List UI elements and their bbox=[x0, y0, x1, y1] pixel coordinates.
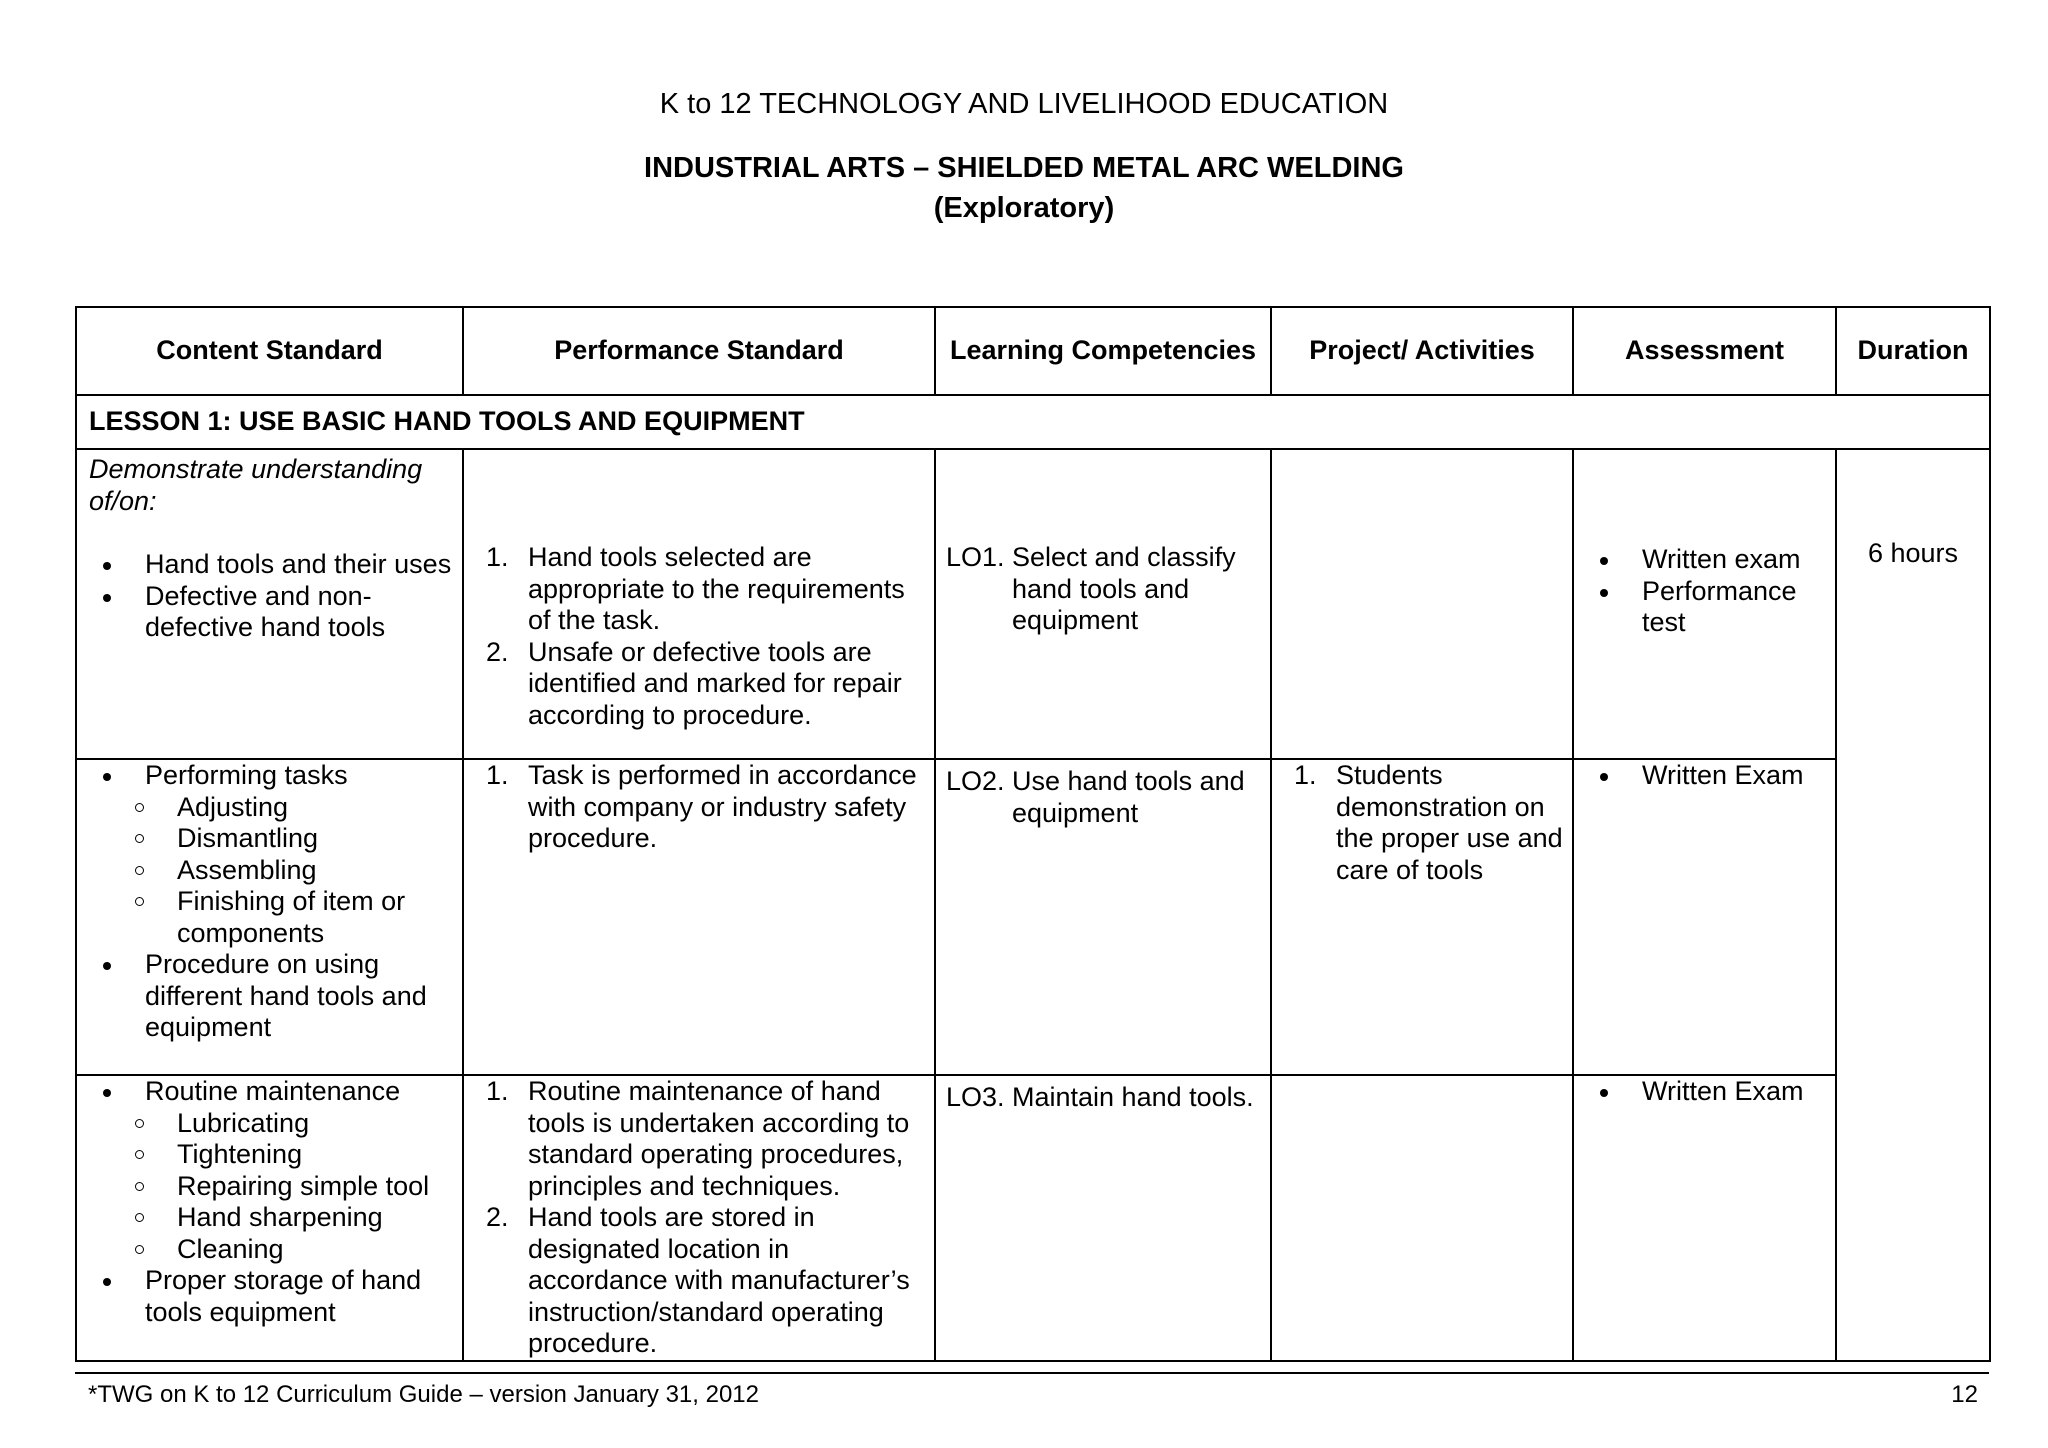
competency-item bbox=[936, 1076, 1270, 1114]
list-item: 1. Task is performed in accordance with company or industry safety procedure. bbox=[486, 760, 917, 853]
list-item: Hand tools and their uses bbox=[77, 549, 462, 581]
sub-list-item: Hand sharpening bbox=[133, 1202, 462, 1234]
list-item: Written exam bbox=[1574, 544, 1835, 576]
list-item: 1. Students demonstration on the proper use and care of tools bbox=[1294, 760, 1563, 885]
sub-list-item: Adjusting bbox=[133, 792, 462, 824]
performance-standard-cell bbox=[463, 1075, 935, 1361]
sub-list-item: Lubricating bbox=[133, 1108, 462, 1140]
sub-list-item: Repairing simple tool bbox=[133, 1171, 462, 1203]
competency-code: LO2. bbox=[946, 766, 1005, 796]
performance-standard-cell bbox=[463, 759, 935, 1075]
document-title: INDUSTRIAL ARTS – SHIELDED METAL ARC WELDING bbox=[644, 152, 1404, 184]
list-item: 2. Hand tools are stored in designated location in accordance with manufacturer’s instruction/standard operating procedure. bbox=[486, 1202, 910, 1358]
performance-list bbox=[464, 760, 934, 855]
learning-competency-cell bbox=[935, 1075, 1271, 1361]
assessment-list bbox=[1574, 760, 1835, 792]
competency-code: LO1. bbox=[946, 542, 1005, 572]
content-intro: Demonstrate understanding of/on: bbox=[89, 454, 423, 516]
sub-list-item: Cleaning bbox=[133, 1234, 462, 1266]
document-subtitle: (Exploratory) bbox=[933, 192, 1115, 224]
sub-list-item: Finishing of item or components bbox=[133, 886, 462, 949]
column-header-learning-competencies: Learning Competencies bbox=[935, 307, 1271, 395]
page-number: 12 bbox=[1951, 1381, 1978, 1408]
performance-standard-cell bbox=[463, 449, 935, 759]
duration-cell: 6 hours bbox=[1836, 449, 1990, 1361]
lesson-title: LESSON 1: USE BASIC HAND TOOLS AND EQUIPMENT bbox=[76, 395, 1990, 449]
assessment-list bbox=[1574, 450, 1835, 639]
activities-list bbox=[1272, 760, 1572, 886]
list-item: Routine maintenance Lubricating Tightening Repairing simple tool Hand sharpening Cleaning bbox=[77, 1076, 462, 1265]
list-item: 1. Hand tools selected are appropriate to the requirements of the task. bbox=[486, 542, 905, 635]
column-header-performance-standard: Performance Standard bbox=[463, 307, 935, 395]
column-header-assessment: Assessment bbox=[1573, 307, 1836, 395]
table-row bbox=[76, 1075, 1990, 1361]
assessment-list bbox=[1574, 1076, 1835, 1108]
content-list bbox=[77, 549, 462, 644]
learning-competency-cell bbox=[935, 449, 1271, 759]
list-item: Procedure on using different hand tools and equipment bbox=[77, 949, 462, 1044]
project-activities-cell bbox=[1271, 759, 1573, 1075]
footer-version-note: *TWG on K to 12 Curriculum Guide – version January 31, 2012 bbox=[88, 1381, 759, 1408]
assessment-cell bbox=[1573, 449, 1836, 759]
list-item: Written Exam bbox=[1574, 760, 1835, 792]
competency-text: Select and classify hand tools and equipment bbox=[1012, 542, 1236, 635]
sub-list bbox=[133, 792, 462, 950]
competency-item bbox=[936, 760, 1270, 829]
list-item: 2. Unsafe or defective tools are identified and marked for repair according to procedure. bbox=[486, 636, 902, 730]
column-header-content-standard: Content Standard bbox=[76, 307, 463, 395]
table-row bbox=[76, 449, 1990, 759]
assessment-cell bbox=[1573, 759, 1836, 1075]
competency-item bbox=[936, 450, 1270, 637]
lesson-row bbox=[76, 395, 1990, 449]
performance-list bbox=[464, 1076, 934, 1360]
list-item: Performance test bbox=[1574, 576, 1835, 639]
document-header-line1: K to 12 TECHNOLOGY AND LIVELIHOOD EDUCATION bbox=[659, 88, 1389, 120]
table-header-row bbox=[76, 307, 1990, 395]
sub-list-item: Tightening bbox=[133, 1139, 462, 1171]
column-header-project-activities: Project/ Activities bbox=[1271, 307, 1573, 395]
column-header-duration: Duration bbox=[1836, 307, 1990, 395]
curriculum-table bbox=[75, 306, 1991, 1362]
list-item: 1. Routine maintenance of hand tools is undertaken according to standard operating procedures, principles and techniques. bbox=[486, 1076, 910, 1201]
list-item: Written Exam bbox=[1574, 1076, 1835, 1108]
competency-text: Maintain hand tools. bbox=[1012, 1082, 1254, 1112]
sub-list-item: Assembling bbox=[133, 855, 462, 887]
table-row bbox=[76, 759, 1990, 1075]
content-standard-cell bbox=[76, 449, 463, 759]
content-list bbox=[77, 1076, 462, 1328]
competency-code: LO3. bbox=[946, 1082, 1005, 1112]
project-activities-cell bbox=[1271, 1075, 1573, 1361]
content-list bbox=[77, 760, 462, 1044]
list-item: Defective and non-defective hand tools bbox=[77, 581, 462, 644]
learning-competency-cell bbox=[935, 759, 1271, 1075]
performance-list bbox=[464, 450, 934, 731]
content-standard-cell bbox=[76, 759, 463, 1075]
project-activities-cell bbox=[1271, 449, 1573, 759]
competency-text: Use hand tools and equipment bbox=[1012, 766, 1245, 828]
assessment-cell bbox=[1573, 1075, 1836, 1361]
list-item: Performing tasks Adjusting Dismantling Assembling Finishing of item or components bbox=[77, 760, 462, 949]
content-standard-cell bbox=[76, 1075, 463, 1361]
sub-list-item: Dismantling bbox=[133, 823, 462, 855]
sub-list bbox=[133, 1108, 462, 1266]
list-item: Proper storage of hand tools equipment bbox=[77, 1265, 462, 1328]
footer-divider bbox=[75, 1372, 1989, 1374]
